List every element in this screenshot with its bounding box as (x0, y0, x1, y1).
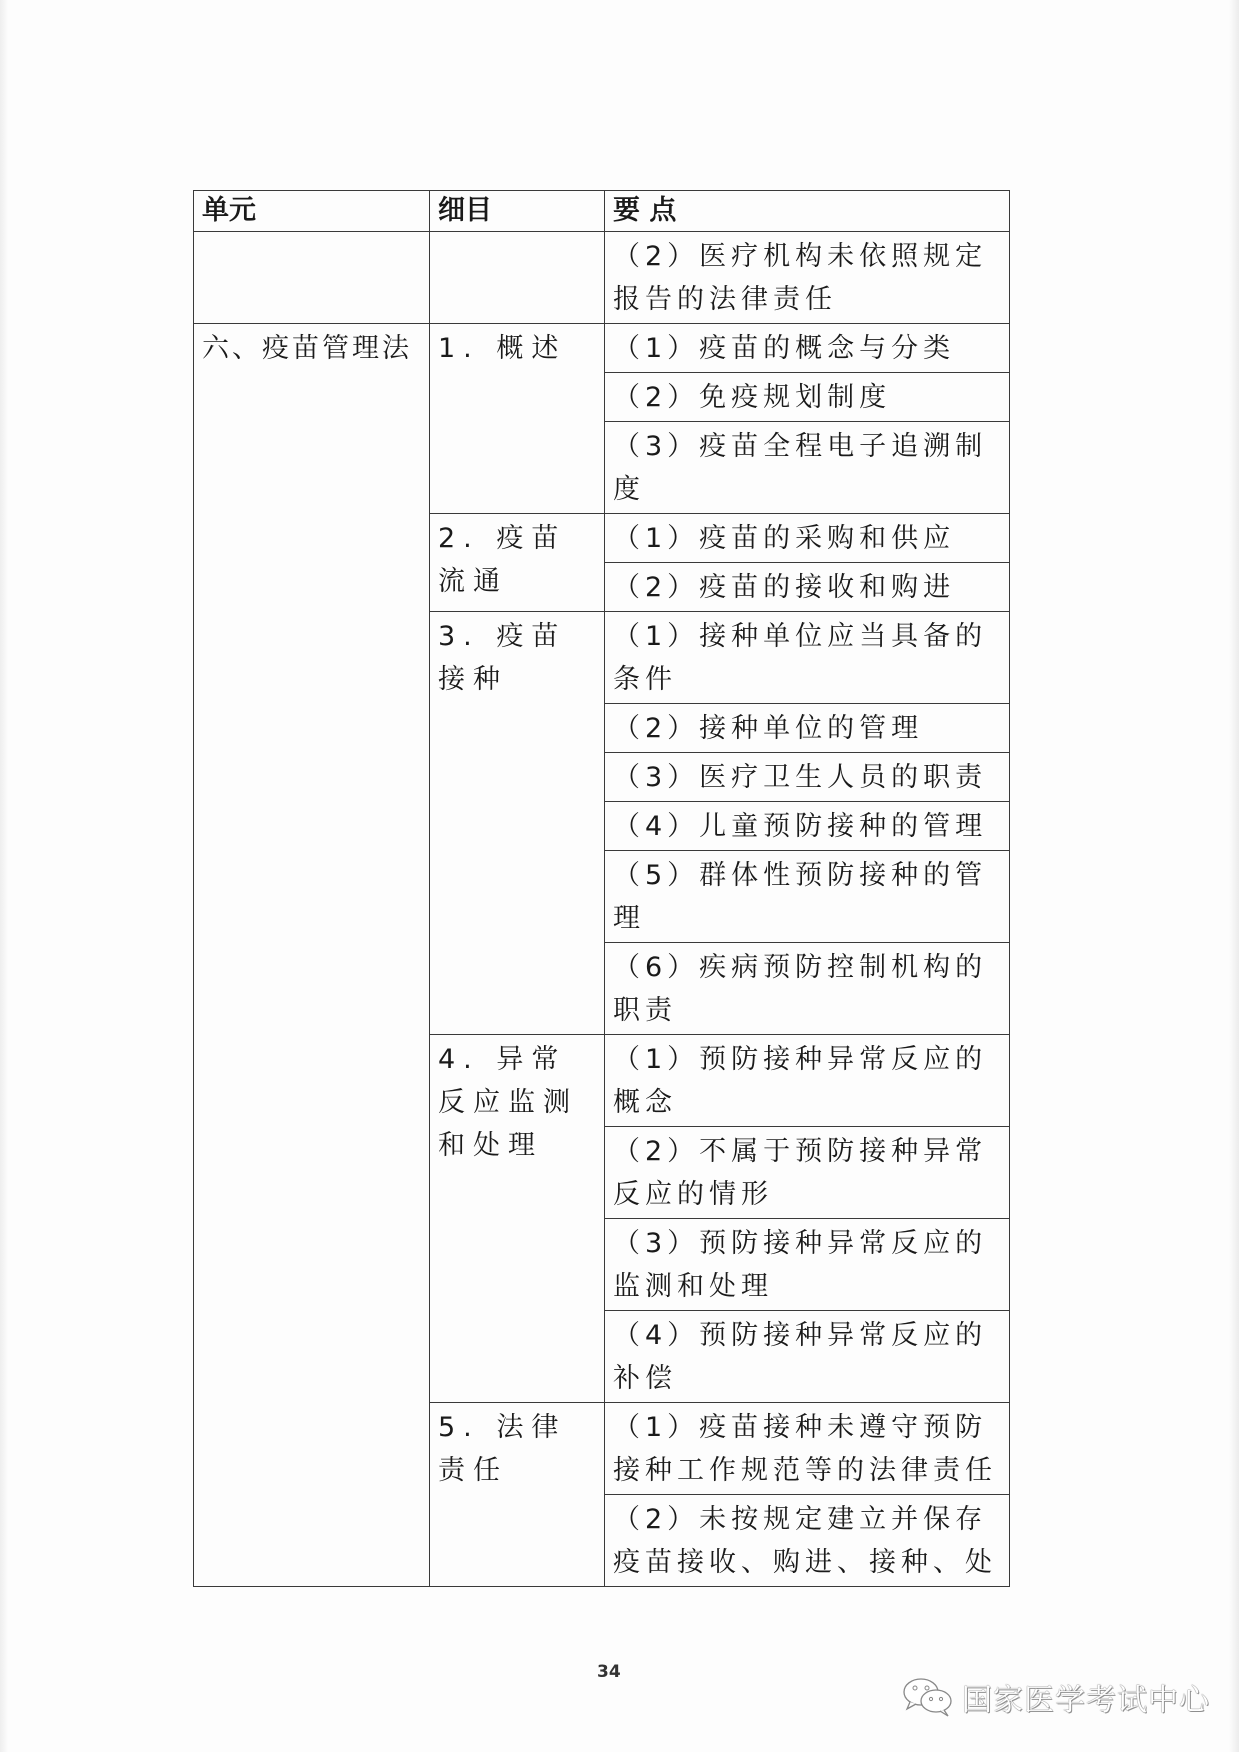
point-cell: （5）群体性预防接种的管理 (605, 851, 1010, 943)
header-item: 细目 (430, 191, 605, 232)
point-cell: （2）免疫规划制度 (605, 373, 1010, 422)
exam-outline-table (193, 190, 1010, 1587)
table-row (194, 232, 1010, 324)
item-cell: 3. 疫苗接种 (430, 612, 605, 1035)
watermark-text: 国家医学考试中心 (962, 1683, 1210, 1718)
point-cell: （1）疫苗的概念与分类 (605, 324, 1010, 373)
item-cell: 4. 异常反应监测和处理 (430, 1035, 605, 1403)
wechat-watermark (902, 1675, 1210, 1719)
wechat-icon (902, 1677, 954, 1717)
point-cell: （2）医疗机构未依照规定报告的法律责任 (605, 232, 1010, 324)
item-cell: 1. 概述 (430, 324, 605, 514)
page-edge-shadow (0, 0, 8, 1752)
item-cell: 5. 法律责任 (430, 1403, 605, 1587)
point-cell: （2）接种单位的管理 (605, 704, 1010, 753)
point-cell: （2）未按规定建立并保存疫苗接收、购进、接种、处 (605, 1495, 1010, 1587)
point-cell: （4）儿童预防接种的管理 (605, 802, 1010, 851)
point-cell: （1）疫苗的采购和供应 (605, 514, 1010, 563)
table-row (194, 324, 1010, 373)
item-cell (430, 232, 605, 324)
point-cell: （1）疫苗接种未遵守预防接种工作规范等的法律责任 (605, 1403, 1010, 1495)
unit-cell (194, 232, 430, 324)
point-cell: （3）医疗卫生人员的职责 (605, 753, 1010, 802)
page-edge-shadow (1229, 0, 1239, 1752)
point-cell: （1）接种单位应当具备的条件 (605, 612, 1010, 704)
point-cell: （1）预防接种异常反应的概念 (605, 1035, 1010, 1127)
point-cell: （4）预防接种异常反应的补偿 (605, 1311, 1010, 1403)
point-cell: （2）疫苗的接收和购进 (605, 563, 1010, 612)
point-cell: （2）不属于预防接种异常反应的情形 (605, 1127, 1010, 1219)
header-unit: 单元 (194, 191, 430, 232)
point-cell: （3）疫苗全程电子追溯制度 (605, 422, 1010, 514)
item-cell: 2. 疫苗流通 (430, 514, 605, 612)
header-points: 要 点 (605, 191, 1010, 232)
table-header-row (194, 191, 1010, 232)
point-cell: （6）疾病预防控制机构的职责 (605, 943, 1010, 1035)
point-cell: （3）预防接种异常反应的监测和处理 (605, 1219, 1010, 1311)
page-number: 34 (597, 1662, 621, 1682)
unit-cell: 六、疫苗管理法 (194, 324, 430, 1587)
